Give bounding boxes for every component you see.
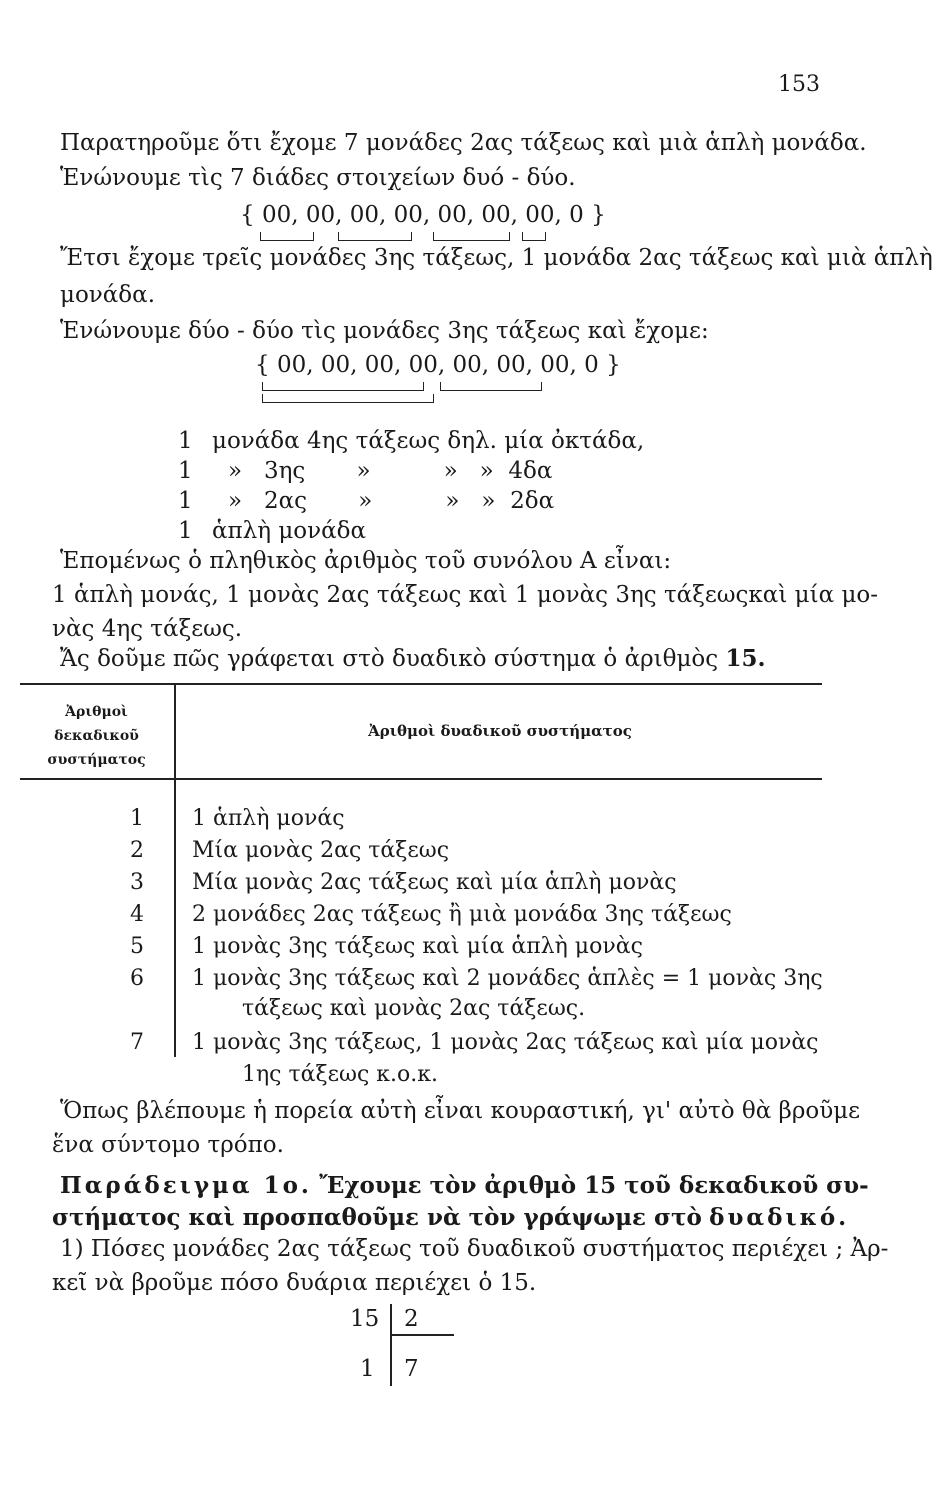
table-cell-text: 2 μονάδες 2ας τάξεως ἢ μιὰ μονάδα 3ης τάξεως: [192, 902, 732, 927]
table-cell-text: 1 ἁπλὴ μονάς: [192, 806, 345, 831]
pair-bracket: [522, 232, 546, 241]
table-cell-number: 6: [130, 966, 144, 991]
division-horizontal-line: [392, 1334, 454, 1336]
group-bracket: [440, 382, 542, 391]
table-cell-text: 1 μονὰς 3ης τάξεως καὶ μία ἁπλὴ μονὰς: [192, 934, 643, 959]
table-cell-text: τάξεως καὶ μονὰς 2ας τάξεως.: [242, 996, 586, 1021]
page-number: 153: [778, 72, 820, 97]
paragraph-line: Ὅπως βλέπουμε ἡ πορεία αὐτὴ εἶναι κουραστική, γι' αὐτὸ θὰ βροῦμε: [60, 1098, 861, 1124]
table-cell-number: 7: [130, 1030, 144, 1055]
table-cell-number: 4: [130, 902, 144, 927]
set-notation: { 00, 00, 00, 00, 00, 00, 00, 0 }: [240, 202, 606, 228]
paragraph-line: 1 ἁπλὴ μονάς, 1 μονὰς 2ας τάξεως καὶ 1 μονὰς 3ης τάξεωςκαὶ μία μο-: [52, 582, 879, 608]
division-dividend: 15: [350, 1306, 380, 1332]
paragraph-line: Ἑνώνουμε δύο - δύο τὶς μονάδες 3ης τάξεως καὶ ἔχομε:: [60, 318, 709, 344]
paragraph-line: κεῖ νὰ βροῦμε πόσο δυάρια περιέχει ὁ 15.: [52, 1270, 537, 1296]
division-divisor: 2: [404, 1306, 419, 1332]
division-vertical-line: [390, 1304, 392, 1386]
group-bracket: [262, 382, 424, 391]
example-text-spaced: δυαδικό.: [709, 1204, 850, 1231]
paragraph-line: Ἑνώνουμε τὶς 7 διάδες στοιχείων δυό - δύο.: [60, 165, 576, 191]
summary-number: 1: [178, 458, 193, 484]
table-column-divider: [174, 685, 176, 1057]
paragraph-line: [60, 645, 766, 672]
table-cell-number: 2: [130, 838, 144, 863]
table-cell-text: 1 μονὰς 3ης τάξεως καὶ 2 μονάδες ἁπλὲς = 1 μονὰς 3ης: [192, 966, 823, 991]
summary-text: » 2ας » » » 2δα: [228, 488, 555, 514]
table-cell-text: Μία μονὰς 2ας τάξεως καὶ μία ἁπλὴ μονὰς: [192, 870, 677, 895]
table-cell-number: 1: [130, 806, 144, 831]
summary-text: ἁπλὴ μονάδα: [212, 518, 367, 544]
paragraph-line: Ἑπομένως ὁ πληθικὸς ἀριθμὸς τοῦ συνόλου Α εἶναι:: [60, 548, 672, 574]
table-header-right: Ἀριθμοὶ δυαδικοῦ συστήματος: [368, 722, 632, 740]
summary-number: 1: [178, 518, 193, 544]
example-text: Ἔχουμε τὸν ἀριθμὸ 15 τοῦ δεκαδικοῦ συ-: [319, 1172, 869, 1199]
division-remainder: 1: [360, 1356, 375, 1382]
pair-bracket: [338, 232, 412, 241]
example-heading-line: [52, 1204, 849, 1231]
division-quotient: 7: [404, 1356, 419, 1382]
table-cell-text: 1ης τάξεως κ.ο.κ.: [242, 1062, 439, 1087]
paragraph-line: ἕνα σύντομο τρόπο.: [52, 1132, 284, 1158]
outer-bracket: [262, 394, 434, 403]
example-text: στήματος καὶ προσπαθοῦμε νὰ τὸν γράψωμε στὸ: [52, 1204, 702, 1231]
highlighted-number: 15.: [725, 645, 766, 672]
example-heading-line: [60, 1172, 869, 1199]
paragraph-line: νὰς 4ης τάξεως.: [52, 616, 243, 642]
summary-number: 1: [178, 428, 193, 454]
table-cell-text: 1 μονὰς 3ης τάξεως, 1 μονὰς 2ας τάξεως καὶ μία μονὰς: [192, 1030, 819, 1055]
header-word: συστήματος: [47, 752, 146, 768]
paragraph-line: Παρατηροῦμε ὅτι ἔχομε 7 μονάδες 2ας τάξεως καὶ μιὰ ἁπλὴ μονάδα.: [60, 130, 867, 156]
table-header-left: [24, 700, 169, 772]
table-top-rule: [20, 683, 822, 685]
paragraph-line: 1) Πόσες μονάδες 2ας τάξεως τοῦ δυαδικοῦ συστήματος περιέχει ; Ἀρ-: [60, 1236, 889, 1262]
table-header-rule: [20, 778, 822, 780]
table-cell-number: 5: [130, 934, 144, 959]
header-word: δεκαδικοῦ: [54, 728, 139, 744]
example-label: Παράδειγμα 1ο.: [60, 1172, 312, 1199]
table-cell-number: 3: [130, 870, 144, 895]
paragraph-text: Ἄς δοῦμε πῶς γράφεται στὸ δυαδικὸ σύστημα ὁ ἀριθμὸς: [60, 646, 719, 672]
pair-bracket: [433, 232, 510, 241]
set-notation: { 00, 00, 00, 00, 00, 00, 00, 0 }: [255, 352, 621, 378]
summary-number: 1: [178, 488, 193, 514]
paragraph-line: Ἔτσι ἔχομε τρεῖς μονάδες 3ης τάξεως, 1 μονάδα 2ας τάξεως καὶ μιὰ ἁπλὴ: [60, 245, 933, 271]
header-word: Ἀριθμοὶ: [65, 704, 128, 720]
table-cell-text: Μία μονὰς 2ας τάξεως: [192, 838, 450, 863]
summary-text: » 3ης » » » 4δα: [228, 458, 553, 484]
pair-bracket: [260, 232, 314, 241]
paragraph-line: μονάδα.: [60, 282, 155, 308]
summary-text: μονάδα 4ης τάξεως δηλ. μία ὀκτάδα,: [212, 428, 645, 454]
